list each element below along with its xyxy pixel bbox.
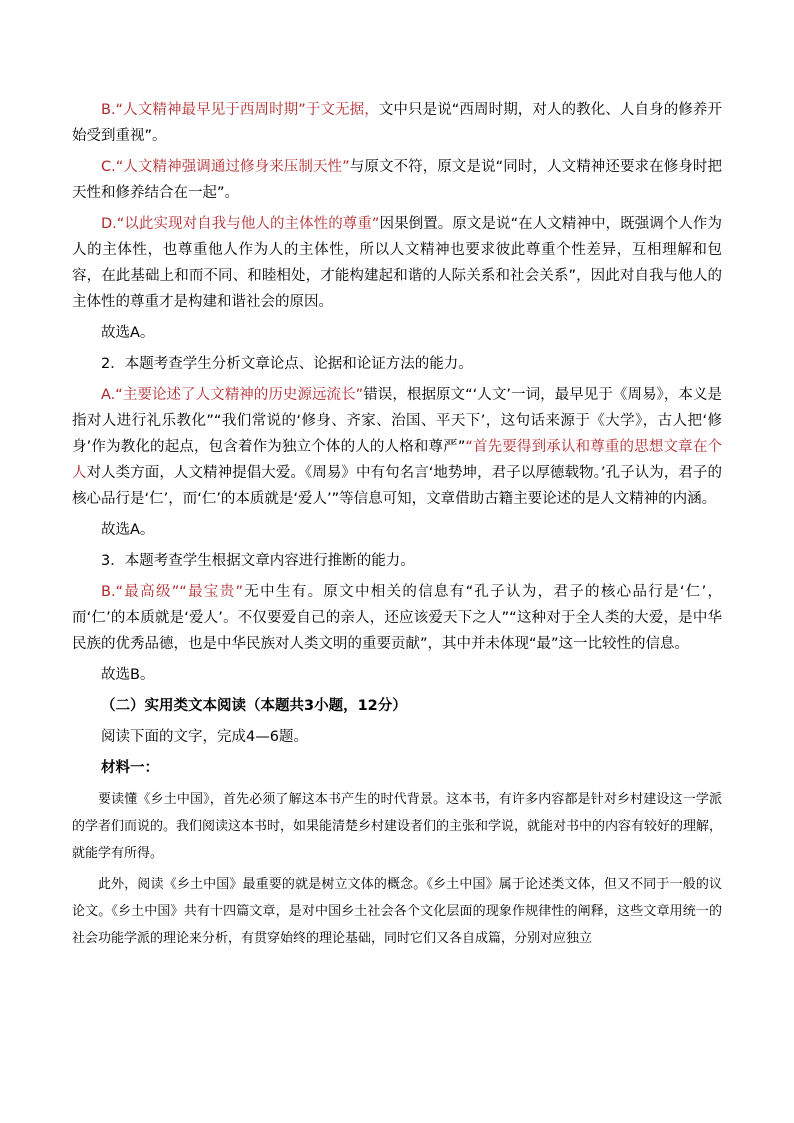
q1-option-d <box>72 211 722 315</box>
q3-answer: 故选B。 <box>101 667 155 683</box>
q1-option-c-highlight: C.“人文精神强调通过修身来压制天性” <box>101 159 350 175</box>
q3-stem: 3．本题考查学生根据文章内容进行推断的能力。 <box>101 553 415 569</box>
q2-option-a <box>72 382 722 512</box>
q2-option-a-highlight-2: “首先要得到承认和尊重的思想文章在个人 <box>72 439 722 481</box>
q1-option-b <box>72 97 722 149</box>
material-paragraph-1: 要读懂《乡土中国》，首先必须了解这本书产生的时代背景。这本书，有许多内容都是针对乡村建设这一学派的学者们而说的。我们阅读这本书时，如果能清楚乡村建设者们的主张和学说，就能对书中的内容有较好的理解，就能学有所得。 <box>72 792 723 861</box>
q1-option-c-text: 与原文不符，原文是说“同时，人文精神还要求在修身时把天性和修养结合在一起”。 <box>72 159 722 201</box>
q2-option-a-highlight: A.“主要论述了人文精神的历史源远流长” <box>101 387 364 403</box>
q2-stem: 2．本题考查学生分析文章论点、论据和论证方法的能力。 <box>101 356 473 372</box>
document-body <box>72 97 722 956</box>
q3-option-b-text: 无中生有。原文中相关的信息有“孔子认为，君子的核心品行是‘仁’，而‘仁’的本质就是‘爱人’。不仅要爱自己的亲人，还应该爱天下之人”“这种对于全人类的大爱，是中华民族的优秀品德，也是中华民族对人类文明的重要贡献”，其中并未体现“最”这一比较性的信息。 <box>72 584 722 652</box>
q2-answer: 故选A。 <box>101 522 155 538</box>
section-heading: （二）实用类文本阅读（本题共3小题，12分） <box>101 698 407 714</box>
q1-option-d-text: 因果倒置。原文是说“在人文精神中，既强调个人作为人的主体性，也尊重他人作为人的主体性，所以人文精神也要求彼此尊重个性差异，互相理解和包容，在此基础上和而不同、和睦相处，才能构建起和谐的人际关系和社会关系”，因此对自我与他人的主体性的尊重才是构建和谐社会的原因。 <box>72 216 722 310</box>
section-instruction: 阅读下面的文字，完成4—6题。 <box>101 729 308 745</box>
material-title: 材料一： <box>101 760 159 776</box>
material-paragraph-2: 此外，阅读《乡土中国》最重要的就是树立文体的概念。《乡土中国》属于论述类文体，但又不同于一般的议论文。《乡土中国》共有十四篇文章，是对中国乡土社会各个文化层面的现象作规律性的阐释，这些文章用统一的社会功能学派的理论来分析，有贯穿始终的理论基础，同时它们又各自成篇，分别对应独立 <box>72 877 722 946</box>
q1-option-b-highlight: B.“人文精神最早见于西周时期”于文无据， <box>101 102 379 118</box>
q1-option-d-highlight: D.“以此实现对自我与他人的主体性的尊重” <box>101 216 380 232</box>
q2-option-a-text-2: 对人类方面，人文精神提倡大爱。《周易》中有句名言‘地势坤，君子以厚德载物。’孔子认为，君子的核心品行是‘仁’，而‘仁’的本质就是‘爱人’”等信息可知，文章借助古籍主要论述的是人文精神的内涵。 <box>72 465 722 507</box>
q1-option-c <box>72 154 722 206</box>
q3-option-b-highlight: B.“最高级”“最宝贵” <box>101 584 244 600</box>
q3-option-b <box>72 579 722 657</box>
q1-option-b-text: 文中只是说“西周时期，对人的教化、人自身的修养开始受到重视”。 <box>72 102 722 144</box>
q1-answer: 故选A。 <box>101 325 155 341</box>
q2-option-a-text: 错误，根据原文“‘人文’一词，最早见于《周易》，本义是指对人进行礼乐教化”“我们常说的‘修身、齐家、治国、平天下’，这句话来源于《大学》，古人把‘修身’作为教化的起点，包含着作为独立个体的人的人格和尊严” <box>72 387 723 455</box>
